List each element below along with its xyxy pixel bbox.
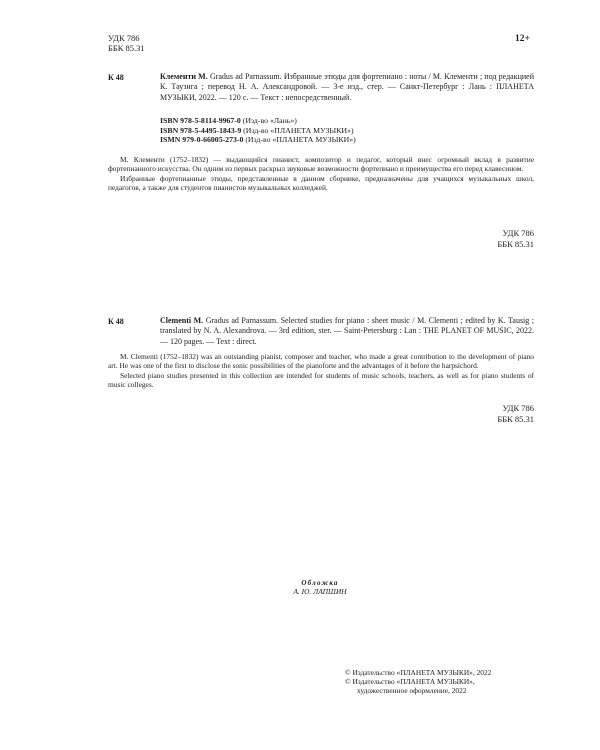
copyright-line: © Издательство «ПЛАНЕТА МУЗЫКИ», 2022	[345, 668, 492, 677]
isbn-line	[160, 135, 534, 145]
ru-classification	[420, 228, 534, 249]
ru-annotation-paragraph: М. Клементи (1752–1832) — выдающийся пианист, композитор и педагог, который внес огромный вклад в развитие фортепианного искусства. Он одним из первых раскрыл звуковые возможности фортепиано и преимущества его перед клавесином.	[108, 155, 534, 174]
cover-credit	[250, 579, 390, 596]
cover-designer: А. Ю. ЛАПШИН	[293, 587, 347, 596]
isbn-number: ISBN 978-5-4495-1843-9	[160, 125, 242, 135]
ru-udk: УДК 786	[502, 228, 534, 238]
en-annotation	[108, 352, 534, 389]
ru-annotation	[108, 155, 534, 192]
age-rating-badge: 12+	[515, 34, 530, 44]
isbn-number: ISMN 979-0-66005-273-0	[160, 135, 244, 145]
ru-entry-text: Gradus ad Parnassum. Избранные этюды для фортепиано : ноты / М. Клементи ; под редакцией К. Таузига ; перевод Н. А. Александровой. — 3-е изд., стер. — Санкт-Петербург : Лань : ПЛАНЕТА МУЗЫКИ, 2022. — 120 с. — Текст : непосредственный.	[160, 72, 535, 102]
header-udk: УДК 786	[108, 33, 140, 43]
copyright-line: художественное оформление, 2022	[357, 686, 467, 696]
header-bbk: ББК 85.31	[108, 43, 145, 53]
en-entry-code: К 48	[108, 317, 124, 326]
isbn-publisher: (Изд-во «ПЛАНЕТА МУЗЫКИ»)	[245, 135, 356, 145]
cover-label: Обложка	[301, 579, 339, 587]
ru-annotation-paragraph: Избранные фортепианные этюды, представленные в данном сборнике, предназначены для учащихся музыкальных школ, педагогов, а также для студентов пианистов музыкальных колледжей.	[108, 173, 534, 192]
ru-bbk: ББК 85.31	[497, 238, 534, 249]
en-bbk: ББК 85.31	[497, 413, 534, 424]
ru-entry-author: Клементи М.	[160, 72, 208, 81]
en-entry-text: Gradus ad Parnassum. Selected studies for piano : sheet music / M. Clementi ; edited by K. Tausig ; translated by N. A. Alexandrova. — 3rd edition, ster. — Saint-Petersburg : Lan : THE PLANET OF MUSIC, 2022. — 120 pages. — Text : direct.	[160, 316, 535, 346]
header-classification	[108, 33, 145, 53]
en-udk: УДК 786	[502, 403, 534, 413]
copyright-block	[345, 668, 545, 696]
en-classification	[420, 403, 534, 424]
isbn-publisher: (Изд-во «ПЛАНЕТА МУЗЫКИ»)	[243, 125, 354, 135]
ru-isbn-list	[160, 116, 534, 145]
ru-entry-code: К 48	[108, 73, 124, 82]
isbn-number: ISBN 978-5-8114-9967-0	[160, 116, 241, 125]
ru-entry-description	[160, 72, 534, 103]
isbn-publisher: (Изд-во «Лань»)	[242, 116, 297, 125]
isbn-line	[160, 126, 534, 136]
en-annotation-paragraph: M. Clementi (1752–1832) was an outstanding pianist, composer and teacher, who made a great contribution to the development of piano art. He was one of the first to disclose the sonic possibilities of the pianoforte and the advantages of it before the harpsichord.	[108, 352, 534, 371]
copyright-line: © Издательство «ПЛАНЕТА МУЗЫКИ»,	[345, 677, 475, 687]
en-annotation-paragraph: Selected piano studies presented in this collection are intended for students of music schools, teachers, as well as for piano students of music colleges.	[108, 370, 534, 389]
en-entry-author: Clementi M.	[160, 316, 204, 325]
en-entry-description	[160, 316, 534, 347]
isbn-line	[160, 116, 534, 126]
